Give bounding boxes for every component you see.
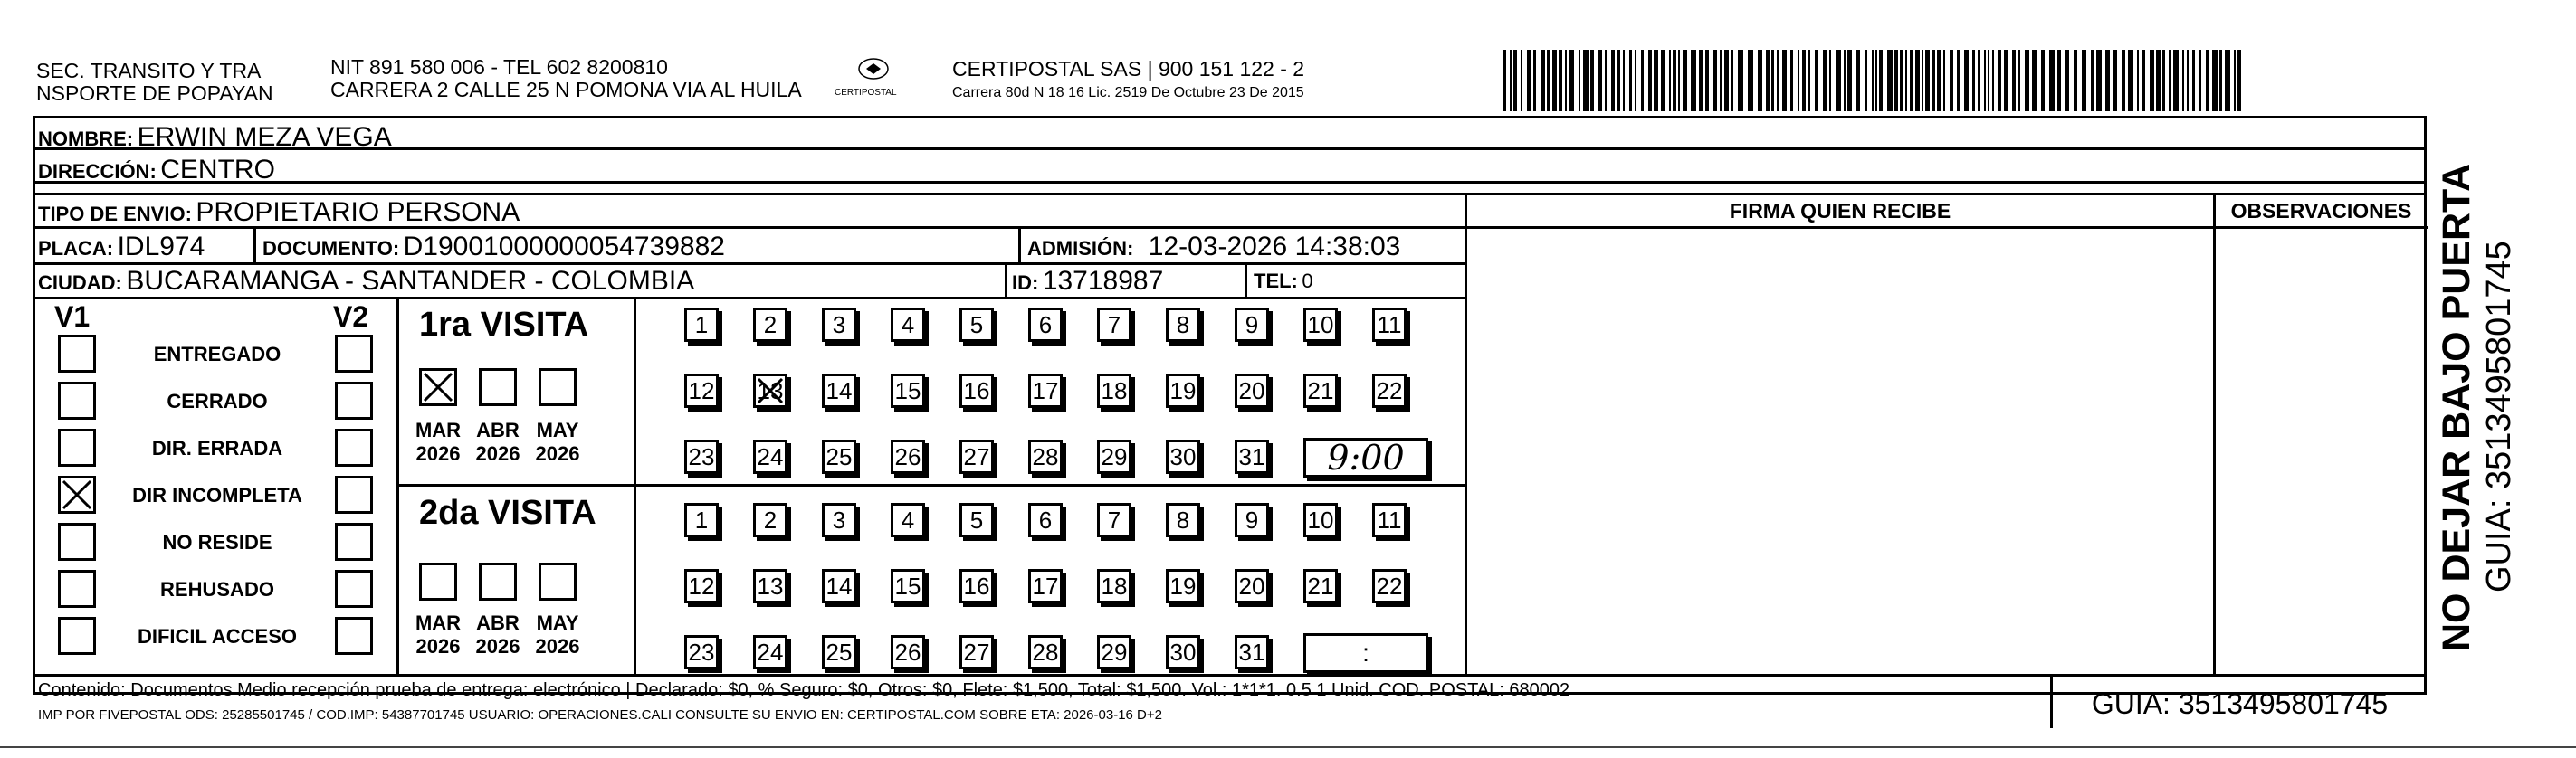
company-block (952, 58, 1304, 102)
issuer-line-2: NSPORTE DE POPAYAN (36, 81, 273, 105)
barcode (1503, 50, 2245, 111)
day-box[interactable] (1028, 503, 1063, 537)
day-number: 27 (963, 639, 990, 666)
status-label: DIR INCOMPLETA (132, 484, 302, 507)
address-line: CARRERA 2 CALLE 25 N POMONA VIA AL HUILA (330, 78, 802, 101)
certipostal-logo (855, 56, 892, 92)
day-box[interactable] (1028, 440, 1063, 474)
day-number: 12 (688, 573, 715, 600)
plate-row (38, 233, 205, 261)
signature-area[interactable] (1467, 229, 2213, 674)
v1-header: V1 (54, 300, 91, 333)
day-number: 30 (1169, 443, 1197, 470)
month-label (471, 611, 525, 659)
day-box[interactable] (1303, 503, 1338, 537)
side-guia: GUIA: 3513495801745 (2480, 241, 2518, 592)
month-checkbox[interactable] (539, 368, 577, 406)
v2-header: V2 (333, 300, 369, 333)
day-box[interactable] (959, 374, 994, 408)
day-number: 25 (825, 639, 853, 666)
day-box[interactable] (959, 635, 994, 669)
day-number: 13 (757, 573, 784, 600)
day-number: 4 (901, 311, 915, 338)
day-box[interactable] (1372, 569, 1407, 603)
v2-checkbox[interactable] (335, 335, 373, 373)
day-box[interactable] (753, 374, 787, 408)
status-label: REHUSADO (160, 578, 274, 601)
second-visit-title: 2da VISITA (419, 494, 596, 532)
day-box[interactable] (959, 569, 994, 603)
day-number: 15 (894, 377, 921, 404)
day-box[interactable] (822, 308, 856, 342)
month-year: 2026 (415, 635, 461, 658)
issuer-block (36, 60, 273, 105)
address-row (38, 156, 275, 184)
day-box[interactable] (1166, 374, 1200, 408)
day-box[interactable] (1097, 503, 1131, 537)
v2-checkbox[interactable] (335, 429, 373, 467)
day-number: 25 (825, 443, 853, 470)
day-number: 1 (694, 507, 709, 534)
month-checkbox[interactable] (479, 563, 517, 601)
day-number: 7 (1107, 507, 1121, 534)
v1-checkbox[interactable] (58, 617, 96, 655)
day-box[interactable] (1028, 569, 1063, 603)
day-number: 29 (1101, 443, 1128, 470)
day-number: 14 (825, 377, 853, 404)
day-number: 24 (757, 639, 784, 666)
day-box[interactable] (959, 308, 994, 342)
signature-header: FIRMA QUIEN RECIBE (1729, 199, 1951, 223)
day-number: 2 (763, 507, 778, 534)
day-number: 24 (757, 443, 784, 470)
day-box[interactable] (1235, 503, 1269, 537)
day-box[interactable] (1372, 308, 1407, 342)
day-box[interactable] (1166, 635, 1200, 669)
plate-label: PLACA: (38, 237, 114, 260)
day-number: 16 (963, 377, 990, 404)
day-number: 2 (763, 311, 778, 338)
admission-label: ADMISIÓN: (1027, 237, 1134, 260)
day-box[interactable] (1097, 635, 1131, 669)
day-box[interactable] (753, 503, 787, 537)
day-number: 3 (832, 311, 846, 338)
day-box[interactable] (959, 440, 994, 474)
day-number: 10 (1307, 507, 1334, 534)
day-box[interactable] (753, 635, 787, 669)
company-line: CERTIPOSTAL SAS | 900 151 122 - 2 (952, 57, 1305, 81)
day-box[interactable] (891, 308, 925, 342)
day-number: 13 (757, 377, 784, 404)
day-box[interactable] (1166, 503, 1200, 537)
day-number: 10 (1307, 311, 1334, 338)
day-number: 14 (825, 573, 853, 600)
day-box[interactable] (753, 440, 787, 474)
month-label (411, 611, 465, 659)
day-number: 16 (963, 573, 990, 600)
month-checkbox[interactable] (539, 563, 577, 601)
month-name: MAR (415, 419, 462, 441)
v2-checkbox[interactable] (335, 523, 373, 561)
license-line: Carrera 80d N 18 16 Lic. 2519 De Octubre 23 De 2015 (952, 85, 1304, 100)
day-number: 28 (1032, 443, 1059, 470)
observations-header: OBSERVACIONES (2230, 199, 2412, 223)
day-number: 28 (1032, 639, 1059, 666)
day-box[interactable] (1097, 440, 1131, 474)
day-number: 21 (1307, 377, 1334, 404)
observations-area[interactable] (2216, 229, 2427, 674)
name-value: ERWIN MEZA VEGA (137, 122, 392, 152)
day-number: 23 (688, 639, 715, 666)
day-number: 20 (1238, 573, 1265, 600)
month-year: 2026 (535, 635, 580, 658)
issuer-line-1: SEC. TRANSITO Y TRA (36, 59, 262, 82)
name-row (38, 124, 392, 151)
handwritten-time: 9:00 (1327, 438, 1405, 478)
day-box[interactable] (822, 569, 856, 603)
day-number: 5 (969, 311, 984, 338)
day-box[interactable] (753, 308, 787, 342)
day-box[interactable] (891, 635, 925, 669)
day-box[interactable] (1097, 569, 1131, 603)
day-box[interactable] (959, 503, 994, 537)
nit-block (330, 56, 802, 101)
day-box[interactable] (891, 440, 925, 474)
status-label: ENTREGADO (153, 343, 281, 365)
day-box[interactable] (684, 503, 719, 537)
city-label: CIUDAD: (38, 271, 122, 294)
day-box[interactable] (1028, 635, 1063, 669)
month-year: 2026 (415, 442, 461, 465)
v1-checkbox[interactable] (58, 523, 96, 561)
time-box[interactable] (1303, 438, 1428, 478)
id-label: ID: (1012, 271, 1039, 294)
day-number: 18 (1101, 573, 1128, 600)
address-value: CENTRO (160, 155, 275, 185)
day-number: 26 (894, 639, 921, 666)
day-box[interactable] (1097, 308, 1131, 342)
day-number: 22 (1376, 573, 1403, 600)
day-number: 6 (1038, 507, 1053, 534)
day-box[interactable] (753, 569, 787, 603)
day-box[interactable] (1235, 374, 1269, 408)
day-box[interactable] (891, 569, 925, 603)
day-box[interactable] (1235, 569, 1269, 603)
day-box[interactable] (684, 440, 719, 474)
day-number: 9 (1245, 507, 1259, 534)
month-label (530, 611, 585, 659)
day-number: 11 (1377, 507, 1402, 534)
v2-checkbox[interactable] (335, 382, 373, 420)
day-number: 15 (894, 573, 921, 600)
month-checkbox[interactable] (479, 368, 517, 406)
city-value: BUCARAMANGA - SANTANDER - COLOMBIA (126, 266, 695, 296)
doc-label: DOCUMENTO: (262, 237, 400, 260)
day-number: 4 (901, 507, 915, 534)
admission-value: 12-03-2026 14:38:03 (1148, 232, 1401, 261)
type-label: TIPO DE ENVIO: (38, 203, 192, 225)
day-box[interactable] (1235, 308, 1269, 342)
day-number: 9 (1245, 311, 1259, 338)
day-box[interactable] (822, 635, 856, 669)
day-number: 30 (1169, 639, 1197, 666)
day-box[interactable] (1303, 569, 1338, 603)
day-number: 23 (688, 443, 715, 470)
day-number: 17 (1032, 573, 1059, 600)
day-number: 19 (1169, 573, 1197, 600)
guia-box: GUIA: 3513495801745 (2091, 687, 2389, 720)
tel-label: TEL: (1254, 270, 1298, 292)
day-number: 21 (1307, 573, 1334, 600)
name-label: NOMBRE: (38, 128, 134, 150)
day-box[interactable] (822, 440, 856, 474)
imp-line: IMP POR FIVEPOSTAL ODS: 25285501745 / COD.IMP: 54387701745 USUARIO: OPERACIONES.CALI CONSULTE SU ENVIO EN: CERTIPOSTAL.COM SOBRE ETA: 2026-03-16 D+2 (38, 707, 1162, 723)
status-label: NO RESIDE (162, 531, 272, 554)
day-number: 8 (1176, 507, 1190, 534)
id-row (1012, 268, 1163, 295)
v1-checkbox[interactable] (58, 429, 96, 467)
day-box[interactable] (1028, 308, 1063, 342)
month-name: ABR (476, 611, 520, 634)
day-number: 19 (1169, 377, 1197, 404)
day-number: 8 (1176, 311, 1190, 338)
address-label: DIRECCIÓN: (38, 160, 157, 183)
day-box[interactable] (684, 569, 719, 603)
admission-row (1027, 233, 1400, 261)
time-box[interactable] (1303, 633, 1428, 673)
day-box[interactable] (822, 503, 856, 537)
month-label (471, 419, 525, 466)
day-number: 7 (1107, 311, 1121, 338)
day-box[interactable] (822, 374, 856, 408)
day-box[interactable] (1372, 503, 1407, 537)
day-number: 6 (1038, 311, 1053, 338)
month-name: ABR (476, 419, 520, 441)
tel-value: 0 (1302, 270, 1313, 292)
city-row (38, 268, 694, 295)
month-name: MAR (415, 611, 462, 634)
day-box[interactable] (1028, 374, 1063, 408)
month-label (411, 419, 465, 466)
day-number: 31 (1238, 639, 1265, 666)
day-box[interactable] (1235, 440, 1269, 474)
day-number: 29 (1101, 639, 1128, 666)
day-number: 11 (1377, 311, 1402, 338)
day-box[interactable] (1097, 374, 1131, 408)
v1-checkbox[interactable] (58, 335, 96, 373)
day-number: 27 (963, 443, 990, 470)
month-checkbox[interactable] (419, 563, 457, 601)
month-name: MAY (536, 611, 579, 634)
day-box[interactable] (684, 635, 719, 669)
time-placeholder: : (1362, 639, 1369, 667)
v2-checkbox[interactable] (335, 476, 373, 514)
day-number: 26 (894, 443, 921, 470)
type-row (38, 199, 520, 226)
v1-checkbox[interactable] (58, 570, 96, 608)
status-label: CERRADO (167, 390, 268, 412)
nit-line: NIT 891 580 006 - TEL 602 8200810 (330, 55, 668, 79)
v2-checkbox[interactable] (335, 570, 373, 608)
day-box[interactable] (1166, 308, 1200, 342)
side-warning: NO DEJAR BAJO PUERTA (2435, 163, 2478, 651)
status-label: DIFICIL ACCESO (137, 625, 297, 648)
day-box[interactable] (891, 374, 925, 408)
plate-value: IDL974 (117, 232, 205, 261)
month-name: MAY (536, 419, 579, 441)
day-box[interactable] (684, 308, 719, 342)
day-box[interactable] (1235, 635, 1269, 669)
v2-checkbox[interactable] (335, 617, 373, 655)
content-line: Contenido: Documentos Medio recepción prueba de entrega: electrónico | Declarado: $0, % Seguro: $0, Otros: $0, Flete: $1,500, Total: $1,500. Vol.: 1*1*1. 0.5 1 Unid. COD. POSTAL: 680002 (38, 680, 1570, 700)
logo-text: CERTIPOSTAL (835, 88, 897, 98)
day-number: 17 (1032, 377, 1059, 404)
day-box[interactable] (1303, 374, 1338, 408)
v1-checkbox[interactable] (58, 382, 96, 420)
v1-checkbox[interactable] (58, 476, 96, 514)
day-number: 31 (1238, 443, 1265, 470)
month-label (530, 419, 585, 466)
day-number: 12 (688, 377, 715, 404)
day-number: 20 (1238, 377, 1265, 404)
day-box[interactable] (684, 374, 719, 408)
first-visit-title: 1ra VISITA (419, 306, 589, 344)
day-number: 5 (969, 507, 984, 534)
status-label: DIR. ERRADA (151, 437, 283, 460)
id-value: 13718987 (1042, 266, 1164, 296)
day-box[interactable] (1166, 569, 1200, 603)
doc-value: D19001000000054739882 (403, 232, 725, 261)
month-year: 2026 (535, 442, 580, 465)
day-box[interactable] (1372, 374, 1407, 408)
doc-row (262, 233, 725, 261)
day-box[interactable] (1166, 440, 1200, 474)
day-box[interactable] (1303, 308, 1338, 342)
month-year: 2026 (475, 635, 520, 658)
day-number: 18 (1101, 377, 1128, 404)
day-number: 3 (832, 507, 846, 534)
tel-row (1254, 271, 1313, 291)
day-box[interactable] (891, 503, 925, 537)
day-number: 22 (1376, 377, 1403, 404)
type-value: PROPIETARIO PERSONA (196, 197, 520, 227)
day-number: 1 (694, 311, 709, 338)
month-year: 2026 (475, 442, 520, 465)
month-checkbox[interactable] (419, 368, 457, 406)
